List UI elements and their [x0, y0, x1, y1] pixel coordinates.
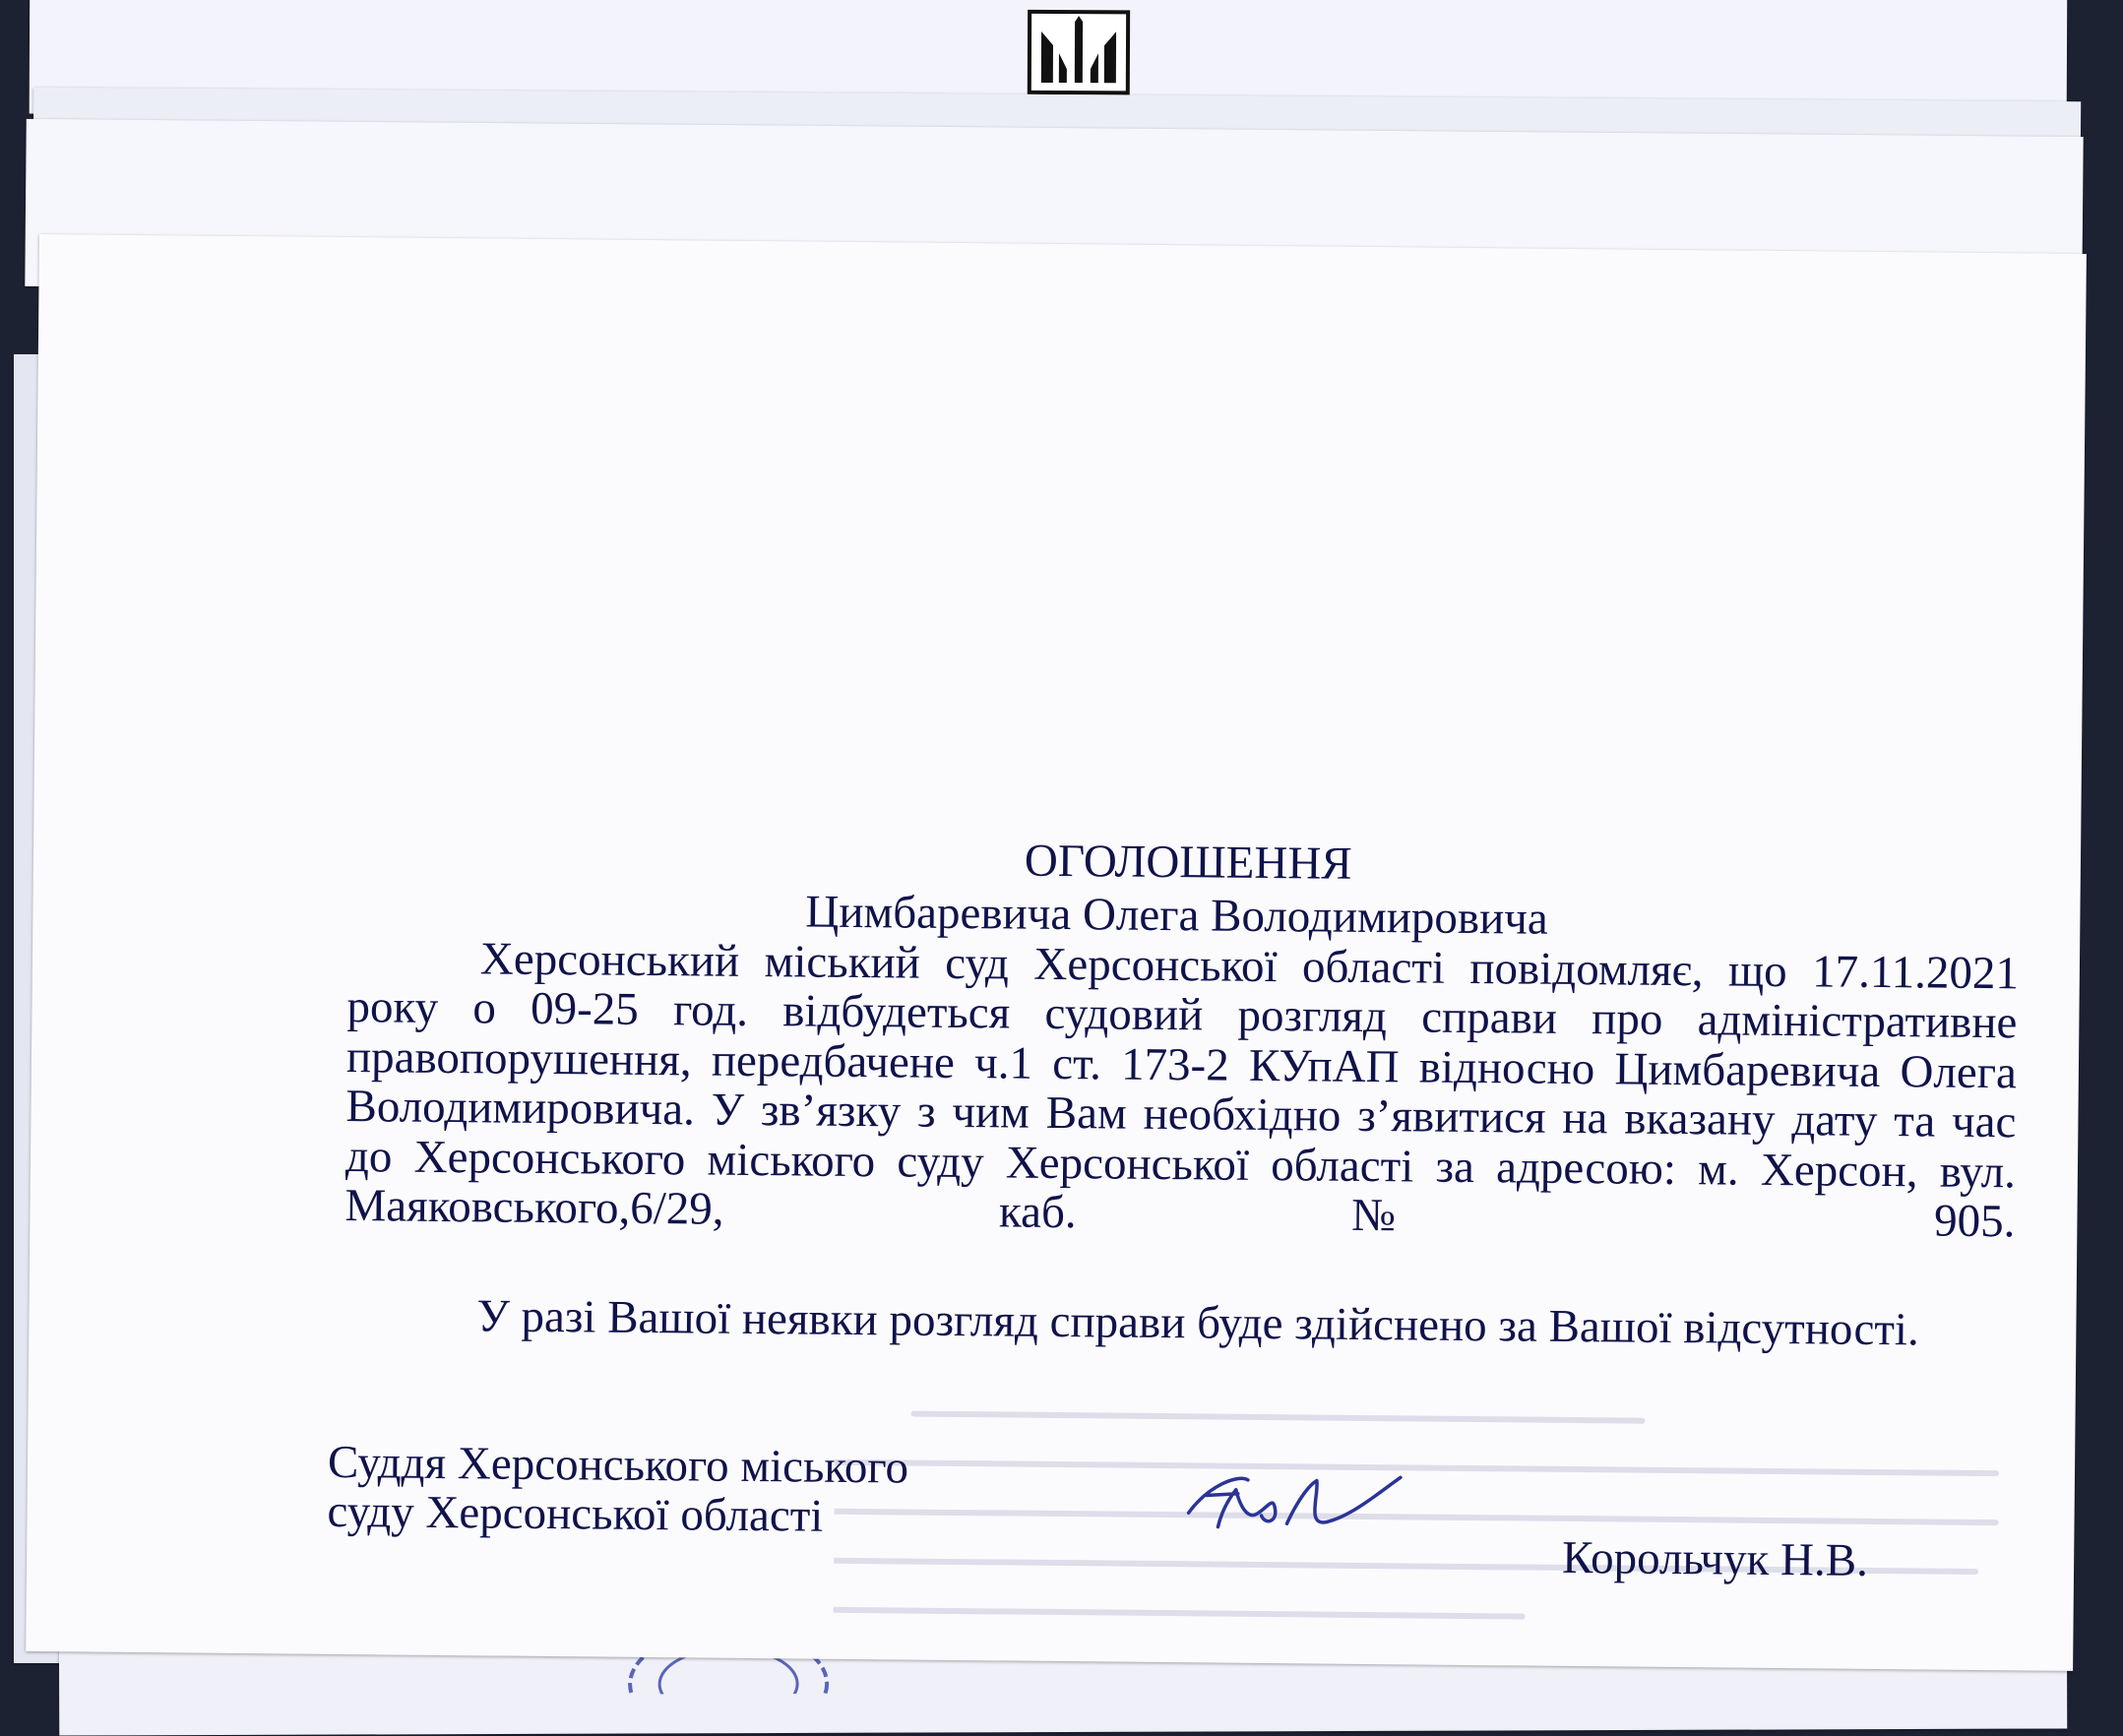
notice-body-line: Херсонський міський суд Херсонської області повідомляє, що 17.11.2021 [479, 933, 2020, 1000]
notice-body-line: правопорушення, передбачене ч.1 ст. 173-2 КУпАП відносно Цимбаревича Олега [345, 1031, 2018, 1099]
notice-body-line: до Херсонського міського суду Херсонської області за адресою: м. Херсон, вул. [344, 1131, 2017, 1199]
judge-position-line-1: Суддя Херсонського міського [327, 1436, 909, 1494]
notice-body-line: Володимировича. У зв’язку з чим Вам необхідно з’явитися на вказану дату та час [345, 1081, 2017, 1148]
handwritten-signature-icon [1178, 1465, 1405, 1536]
notice-body-line: Маяковського,6/29, каб. № 905. [344, 1180, 2016, 1248]
notice-closing: У разі Вашої неявки розгляд справи буде здійснено за Вашої відсутності. [476, 1290, 1920, 1356]
notice-title: ОГОЛОШЕННЯ [1024, 835, 1352, 890]
judge-name: Корольчук Н.В. [1561, 1531, 1869, 1586]
notice-subject: Цимбаревича Олега Володимировича [805, 886, 1548, 945]
judge-position-line-2: суду Херсонської області [327, 1485, 824, 1542]
trident-emblem-icon [1028, 10, 1130, 94]
notice-document [26, 234, 2087, 1671]
notice-body-line: року о 09-25 год. відбудеться судовий розгляд справи про адміністративне [346, 981, 2018, 1049]
bleed-through-text [833, 1384, 2016, 1651]
